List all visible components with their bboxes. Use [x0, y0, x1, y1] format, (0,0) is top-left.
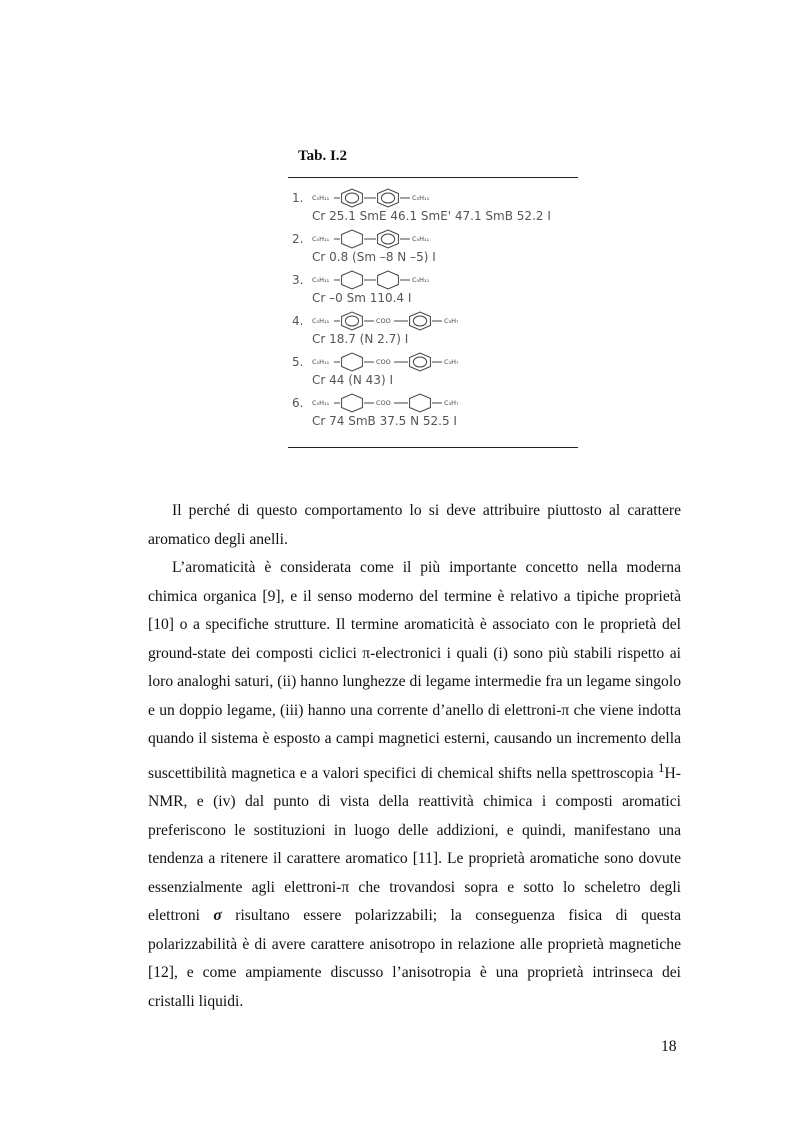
entry-5-ring-1 — [342, 353, 363, 371]
entry-4-ring-1-circle — [345, 316, 358, 326]
entry-6-ring-1 — [342, 394, 363, 412]
entry-4-phases: Cr 18.7 (N 2.7) I — [312, 332, 409, 346]
table-title: Tab. I.2 — [298, 148, 348, 164]
entry-6-right-chain: C₃H₇ — [444, 399, 459, 407]
entry-2-ring-2 — [378, 230, 399, 248]
entry-4-number: 4. — [292, 314, 304, 328]
entry-6-number: 6. — [292, 396, 304, 410]
entry-3-left-chain: C₅H₁₁ — [312, 276, 330, 284]
paragraph-2-part-2: H-NMR, e (iv) dal punto di vista della reattività chimica i composti aromatici preferiscono le sostituzioni in luogo delle addizioni, e quindi, manifestano una tendenza a ritenere il carattere aromatico [11]. Le proprietà aromatiche sono dovute essenzialmente agli elettroni-π che trovandosi sopra e sotto lo scheletro degli elettroni — [148, 764, 681, 925]
sigma-symbol: σ — [213, 907, 222, 925]
paragraph-2-part-3: risultano essere polarizzabili; la conseguenza fisica di questa polarizzabilità è di avere carattere anisotropo in relazione alle proprietà magnetiche [12], e come ampiamente discusso l’anisotropia è una proprietà intrinseca dei cristalli liquidi. — [148, 907, 681, 1010]
entry-1-right-chain: C₅H₁₁ — [412, 194, 430, 202]
entry-4-right-chain: C₃H₇ — [444, 317, 459, 325]
entry-2-ring-1 — [342, 230, 363, 248]
paragraph-1: Il perché di questo comportamento lo si deve attribuire piuttosto al carattere aromatico degli anelli. — [148, 502, 681, 548]
entry-5-number: 5. — [292, 355, 304, 369]
entry-4-ring-2-circle — [413, 316, 426, 326]
entry-2-ring-2-circle — [381, 234, 394, 244]
entry-3-ring-1 — [342, 271, 363, 289]
entry-2-left-chain: C₅H₁₁ — [312, 235, 330, 243]
entry-4-ring-2 — [410, 312, 431, 330]
entry-5-left-chain: C₅H₁₁ — [312, 358, 330, 366]
paragraph-2 — [148, 554, 681, 1016]
page-number: 18 — [661, 1038, 677, 1055]
entry-5-right-chain: C₃H₇ — [444, 358, 459, 366]
entry-1-ring-1-circle — [345, 193, 358, 203]
entry-4-ring-1 — [342, 312, 363, 330]
entry-2-right-chain: C₅H₁₁ — [412, 235, 430, 243]
body-text — [148, 497, 681, 1016]
entry-5-linker: COO — [376, 358, 391, 366]
entry-3-phases: Cr –0 Sm 110.4 I — [312, 291, 412, 305]
entry-6-linker: COO — [376, 399, 391, 407]
entry-3-ring-2 — [378, 271, 399, 289]
entry-6-left-chain: C₅H₁₁ — [312, 399, 330, 407]
entry-5-phases: Cr 44 (N 43) I — [312, 373, 393, 387]
entry-1-ring-2 — [378, 189, 399, 207]
entry-2-number: 2. — [292, 232, 304, 246]
entry-1-left-chain: C₅H₁₁ — [312, 194, 330, 202]
entry-1-phases: Cr 25.1 SmE 46.1 SmE' 47.1 SmB 52.2 I — [312, 209, 551, 223]
entry-6-phases: Cr 74 SmB 37.5 N 52.5 I — [312, 414, 457, 428]
liquid-crystal-table — [288, 176, 580, 448]
entry-3-number: 3. — [292, 273, 304, 287]
entry-4-left-chain: C₅H₁₁ — [312, 317, 330, 325]
paragraph-2-part-1: L’aromaticità è considerata come il più importante concetto nella moderna chimica organica [9], e il senso moderno del termine è relativo a tipiche proprietà [10] o a specifiche strutture. Il termine aromaticità è associato con le proprietà del ground-state dei composti ciclici π-electronici i quali (i) sono più stabili rispetto ai loro analoghi saturi, (ii) hanno lunghezze di legame intermedie fra un legame singolo e un doppio legame, (iii) hanno una corrente d’anello di elettroni-π che viene indotta quando il sistema è esposto a campi magnetici esterni, causando un incremento della suscettibilità magnetica e a valori specifici di chemical shifts nella spettroscopia — [148, 559, 681, 782]
entry-5-ring-2 — [410, 353, 431, 371]
entry-3-right-chain: C₅H₁₁ — [412, 276, 430, 284]
entry-5-ring-2-circle — [413, 357, 426, 367]
entry-1-ring-2-circle — [381, 193, 394, 203]
superscript-1: 1 — [658, 759, 665, 775]
entry-4-linker: COO — [376, 317, 391, 325]
entry-2-phases: Cr 0.8 (Sm –8 N –5) I — [312, 250, 436, 264]
entry-1-number: 1. — [292, 191, 304, 205]
table-bottom-rule — [288, 447, 578, 448]
entry-1-ring-1 — [342, 189, 363, 207]
entry-6-ring-2 — [410, 394, 431, 412]
